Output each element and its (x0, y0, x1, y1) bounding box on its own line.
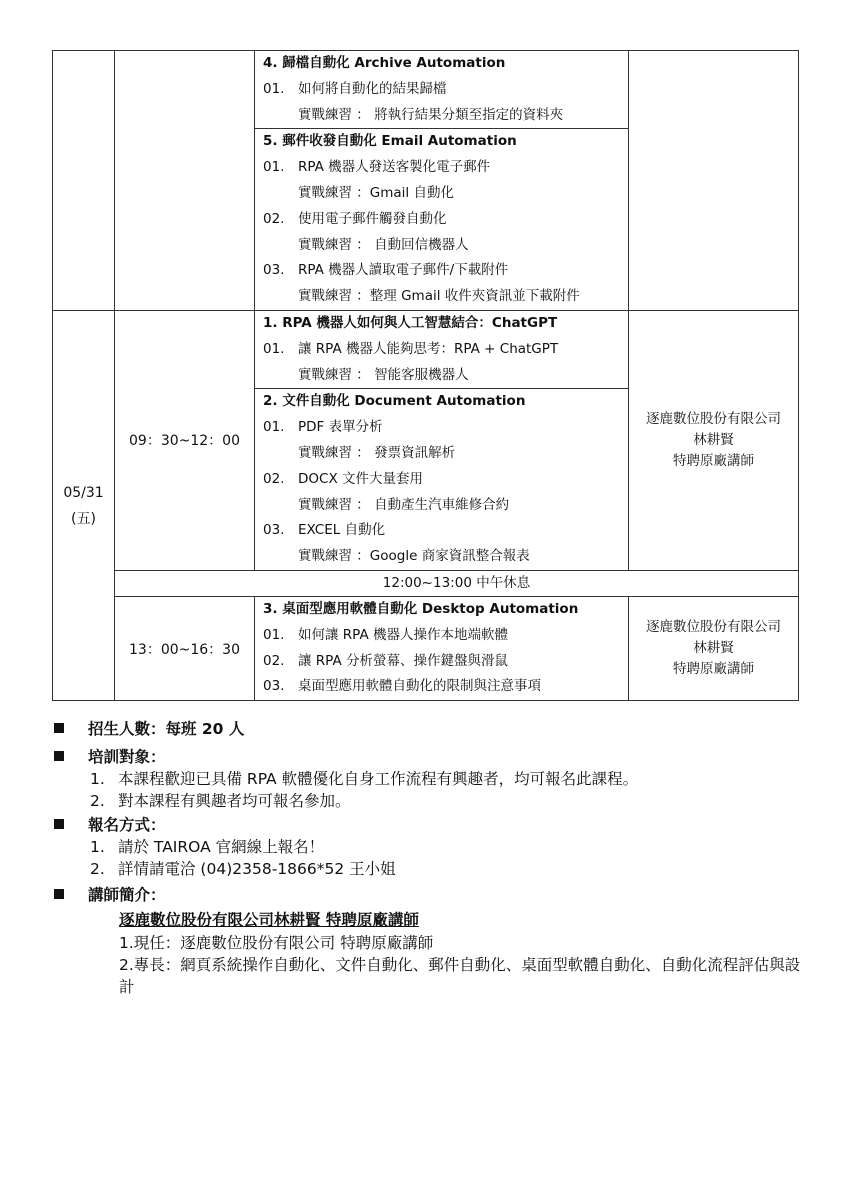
target-row (52, 744, 812, 768)
list-item: 03. EXCEL 自動化 (263, 522, 386, 539)
instructor-title: 特聘原廠講師 (673, 452, 754, 469)
course-info (52, 716, 812, 998)
exercise-line: 實戰練習 ： 自動回信機器人 (298, 236, 469, 253)
list-item: 03. RPA 機器人讀取電子郵件/下載附件 (263, 262, 509, 279)
time-cell: 09：30~12：00 (115, 310, 255, 570)
table-row (53, 51, 799, 311)
instructor-company: 逐鹿數位股份有限公司 (646, 619, 781, 636)
time-cell: 13：00~16：30 (115, 596, 255, 700)
content-cell (255, 51, 629, 311)
section-heading: 3. 桌面型應用軟體自動化 Desktop Automation (263, 600, 579, 617)
list-item: 01. 如何讓 RPA 機器人操作本地端軟體 (263, 626, 508, 643)
content-cell (255, 310, 629, 570)
section-heading: 1. RPA 機器人如何與人工智慧結合：ChatGPT (263, 314, 558, 331)
list-item: 01. 讓 RPA 機器人能夠思考：RPA + ChatGPT (263, 340, 559, 357)
exercise-line: 實戰練習 ：Gmail 自動化 (298, 184, 454, 201)
instructor-heading: 逐鹿數位股份有限公司林耕賢 特聘原廠講師 (119, 911, 419, 929)
square-bullet-icon (54, 889, 64, 899)
session-weekday: (五) (71, 510, 96, 527)
list-item: 01. 如何將自動化的結果歸檔 (263, 80, 447, 97)
register-row (52, 812, 812, 836)
date-cell (53, 310, 115, 700)
instructor-company: 逐鹿數位股份有限公司 (646, 410, 781, 427)
instructor-cell (629, 596, 799, 700)
instructor-title: 講師簡介： (88, 886, 166, 904)
bio-line: 2.專長：網頁系統操作自動化、文件自動化、郵件自動化、桌面型軟體自動化、自動化流程評估與設計 (119, 956, 801, 996)
list-item: 2. 詳情請電洽 (04)2358-1866*52 王小姐 (90, 860, 396, 878)
instructor-name: 林耕賢 (693, 431, 734, 448)
session-date: 05/31 (63, 484, 104, 501)
square-bullet-icon (54, 723, 64, 733)
course-schedule-table (52, 50, 799, 701)
list-item: 02. 讓 RPA 分析螢幕、操作鍵盤與滑鼠 (263, 652, 508, 669)
instructor-cell-empty (629, 51, 799, 311)
instructor-cell (629, 310, 799, 570)
list-item: 03. 桌面型應用軟體自動化的限制與注意事項 (263, 678, 541, 695)
instructor-row (52, 882, 812, 906)
square-bullet-icon (54, 751, 64, 761)
date-cell-empty (53, 51, 115, 311)
section-heading: 5. 郵件收發自動化 Email Automation (255, 128, 628, 155)
list-item: 01. PDF 表單分析 (263, 419, 383, 436)
exercise-line: 實戰練習 ： 智能客服機器人 (298, 366, 469, 383)
exercise-line: 實戰練習 ：Google 商家資訊整合報表 (298, 548, 530, 565)
register-title: 報名方式： (88, 816, 166, 834)
content-cell (255, 596, 629, 700)
time-cell-empty (115, 51, 255, 311)
list-item: 02. 使用電子郵件觸發自動化 (263, 210, 447, 227)
bio-line: 1.現任：逐鹿數位股份有限公司 特聘原廠講師 (119, 934, 434, 952)
list-item: 02. DOCX 文件大量套用 (263, 470, 423, 487)
square-bullet-icon (54, 819, 64, 829)
exercise-line: 實戰練習 ： 將執行結果分類至指定的資料夾 (298, 106, 564, 123)
exercise-line: 實戰練習 ： 發票資訊解析 (298, 444, 456, 461)
table-row (53, 570, 799, 596)
instructor-title: 特聘原廠講師 (673, 661, 754, 678)
section-heading: 4. 歸檔自動化 Archive Automation (263, 55, 506, 71)
list-item: 2. 對本課程有興趣者均可報名參加。 (90, 792, 351, 810)
enrollment-row (52, 716, 812, 740)
table-row (53, 310, 799, 570)
instructor-name: 林耕賢 (693, 640, 734, 657)
list-item: 1. 本課程歡迎已具備 RPA 軟體優化自身工作流程有興趣者，均可報名此課程。 (90, 770, 639, 788)
enrollment-text: 招生人數：每班 20 人 (88, 720, 245, 738)
section-heading: 2. 文件自動化 Document Automation (255, 388, 628, 415)
instructor-bio (52, 908, 812, 998)
table-row (53, 596, 799, 700)
target-title: 培訓對象： (88, 748, 166, 766)
exercise-line: 實戰練習 ： 自動產生汽車維修合約 (298, 496, 510, 513)
exercise-line: 實戰練習 ：整理 Gmail 收件夾資訊並下載附件 (298, 288, 580, 305)
list-item: 1. 請於 TAIROA 官網線上報名！ (90, 838, 325, 856)
lunch-break-cell: 12:00~13:00 中午休息 (115, 570, 799, 596)
list-item: 01. RPA 機器人發送客製化電子郵件 (263, 159, 491, 176)
